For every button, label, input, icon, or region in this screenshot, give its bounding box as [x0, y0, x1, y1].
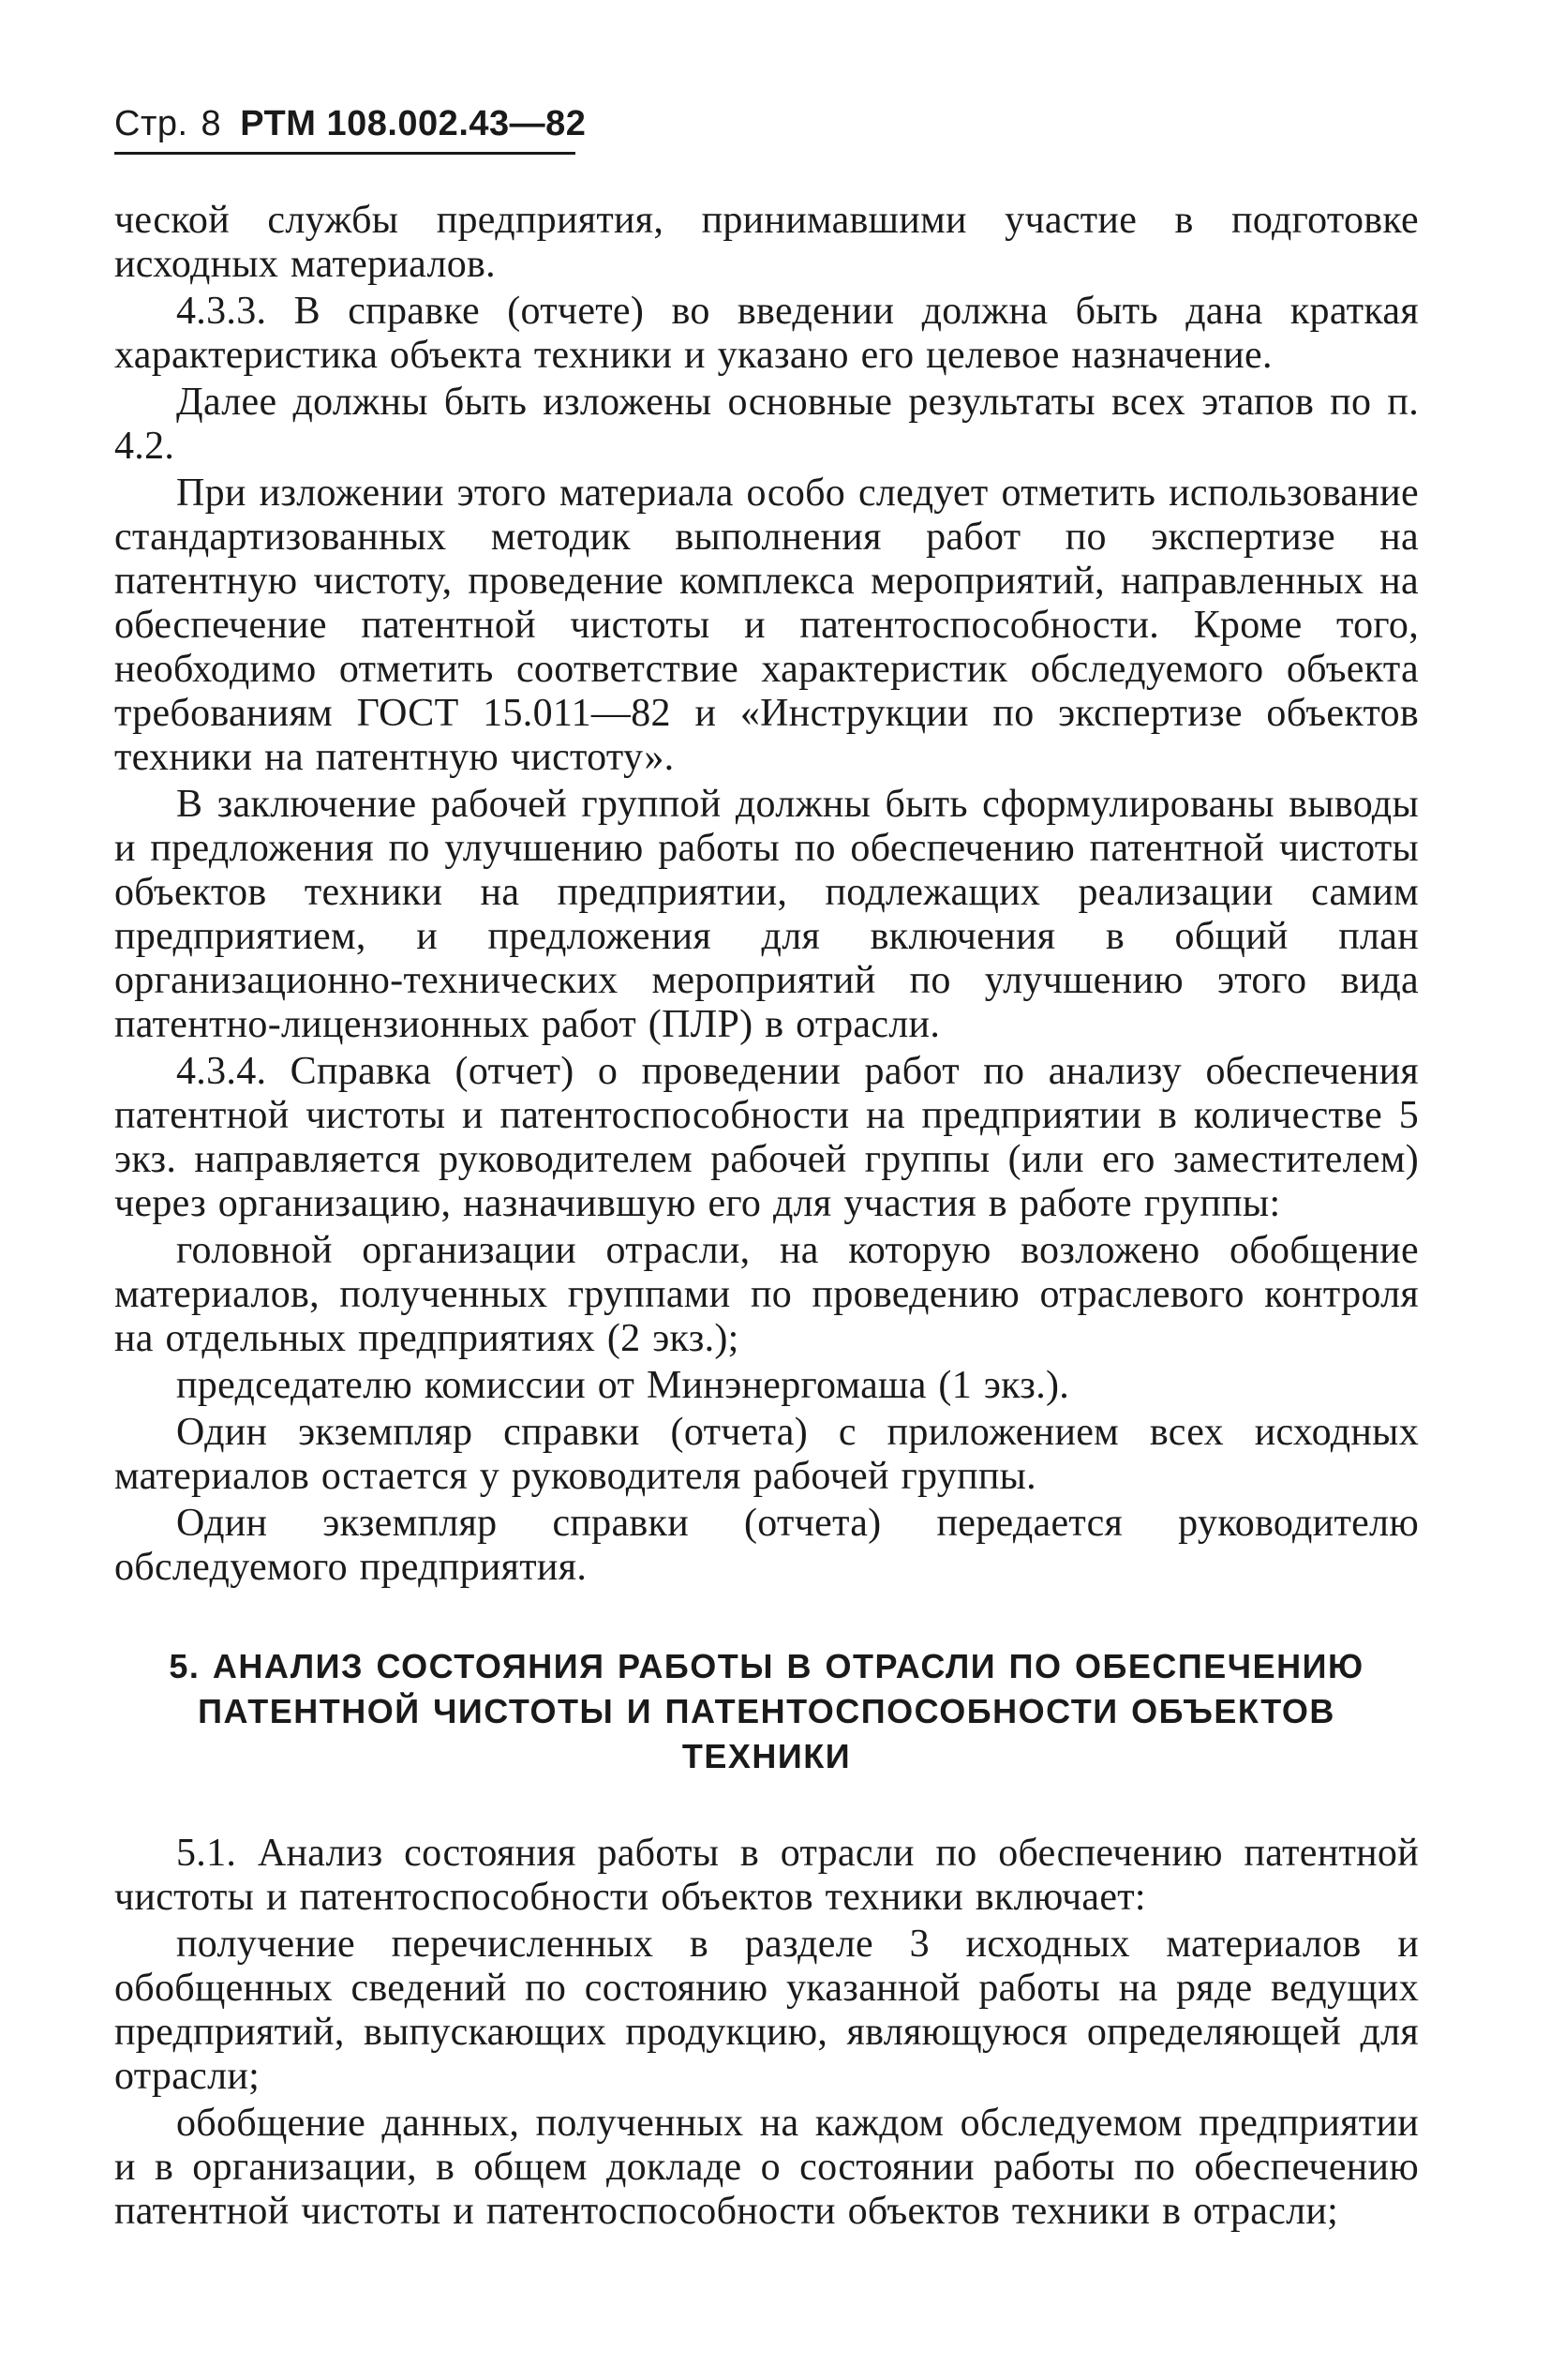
- running-header: [114, 103, 586, 144]
- paragraph-4-3-4: 4.3.4. Справка (отчет) о проведении работ по анализу обеспечения патентной чистоты и патентоспособности на предприятии в количестве 5 экз. направляется руководителем рабочей группы (или его заместителем) через организацию, назначившую его для участия в работе группы:: [114, 1050, 1419, 1225]
- paragraph-continuation: ческой службы предприятия, принимавшими участие в подготовке исходных материалов.: [114, 199, 1419, 286]
- section-heading-line-2: ПАТЕНТНОЙ ЧИСТОТЫ И ПАТЕНТОСПОСОБНОСТИ ОБЪЕКТОВ ТЕХНИКИ: [198, 1692, 1335, 1775]
- list-item: головной организации отрасли, на которую возложено обобщение материалов, полученных группами по проведению отраслевого контроля на отдельных предприятиях (2 экз.);: [114, 1229, 1419, 1360]
- paragraph: Один экземпляр справки (отчета) передается руководителю обследуемого предприятия.: [114, 1502, 1419, 1589]
- list-item: получение перечисленных в разделе 3 исходных материалов и обобщенных сведений по состоянию указанной работы на ряде ведущих предприятий, выпускающих продукцию, являющуюся определяющей для отрасли;: [114, 1923, 1419, 2098]
- section-heading: [114, 1644, 1419, 1779]
- section-heading-line-1: 5. АНАЛИЗ СОСТОЯНИЯ РАБОТЫ В ОТРАСЛИ ПО ОБЕСПЕЧЕНИЮ: [169, 1647, 1364, 1685]
- paragraph-5-1: 5.1. Анализ состояния работы в отрасли по обеспечению патентной чистоты и патентоспособности объектов техники включает:: [114, 1832, 1419, 1919]
- paragraph: В заключение рабочей группой должны быть сформулированы выводы и предложения по улучшению работы по обеспечению патентной чистоты объектов техники на предприятии, подлежащих реализации самим предприятием, и предложения для включения в общий план организационно-технических мероприятий по улучшению этого вида патентно-лицензионных работ (ПЛР) в отрасли.: [114, 783, 1419, 1046]
- header-rule: [114, 152, 575, 155]
- page-label: Стр.: [114, 104, 188, 143]
- document-code: РТМ 108.002.43—82: [240, 104, 587, 143]
- list-item: председателю комиссии от Минэнергомаша (1 экз.).: [176, 1364, 1070, 1407]
- paragraph: Далее должны быть изложены основные результаты всех этапов по п. 4.2.: [114, 381, 1419, 468]
- paragraph: Один экземпляр справки (отчета) с приложением всех исходных материалов остается у руководителя рабочей группы.: [114, 1411, 1419, 1498]
- paragraph-4-3-3: 4.3.3. В справке (отчете) во введении должна быть дана краткая характеристика объекта техники и указано его целевое назначение.: [114, 290, 1419, 377]
- page-number: 8: [201, 104, 222, 143]
- body-text: [114, 199, 1419, 2237]
- paragraph: При изложении этого материала особо следует отметить использование стандартизованных методик выполнения работ по экспертизе на патентную чистоту, проведение комплекса мероприятий, направленных на обеспечение патентной чистоты и патентоспособности. Кроме того, необходимо отметить соответствие характеристик обследуемого объекта требованиям ГОСТ 15.011—82 и «Инструкции по экспертизе объектов техники на патентную чистоту».: [114, 472, 1419, 779]
- list-item: обобщение данных, полученных на каждом обследуемом предприятии и в организации, в общем докладе о состоянии работы по обеспечению патентной чистоты и патентоспособности объектов техники в отрасли;: [114, 2102, 1419, 2233]
